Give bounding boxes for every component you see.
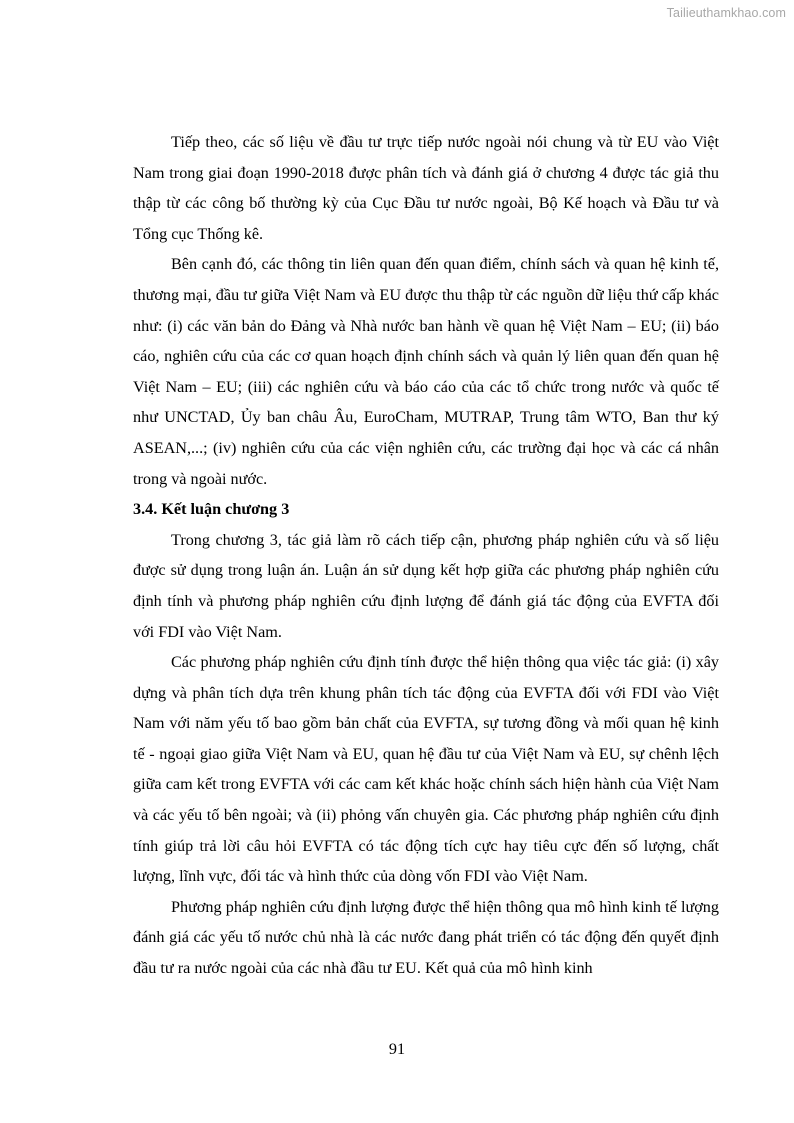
- paragraph-secondary-sources: Bên cạnh đó, các thông tin liên quan đến quan điểm, chính sách và quan hệ kinh tế, thương mại, đầu tư giữa Việt Nam và EU được thu thập từ các nguồn dữ liệu thứ cấp khác như: (i) các văn bản do Đảng và Nhà nước ban hành về quan hệ Việt Nam – EU; (ii) báo cáo, nghiên cứu của các cơ quan hoạch định chính sách và quản lý liên quan đến quan hệ Việt Nam – EU; (iii) các nghiên cứu và báo cáo của các tổ chức trong nước và quốc tế như UNCTAD, Ủy ban châu Âu, EuroCham, MUTRAP, Trung tâm WTO, Ban thư ký ASEAN,...; (iv) nghiên cứu của các viện nghiên cứu, các trường đại học và các cá nhân trong và ngoài nước.: [133, 255, 719, 488]
- paragraph-qualitative-methods: Các phương pháp nghiên cứu định tính được thể hiện thông qua việc tác giả: (i) xây dựng và phân tích dựa trên khung phân tích tác động của EVFTA đối với FDI vào Việt Nam với năm yếu tố bao gồm bản chất của EVFTA, sự tương đồng và mối quan hệ kinh tế - ngoại giao giữa Việt Nam và EU, quan hệ đầu tư của Việt Nam và EU, sự chênh lệch giữa cam kết trong EVFTA với các cam kết khác hoặc chính sách hiện hành của Việt Nam và các yếu tố bên ngoài; và (ii) phỏng vấn chuyên gia. Các phương pháp nghiên cứu định tính giúp trả lời câu hỏi EVFTA có tác động tích cực hay tiêu cực đến số lượng, chất lượng, lĩnh vực, đối tác và hình thức của dòng vốn FDI vào Việt Nam.: [133, 653, 719, 886]
- paragraph-data-sources: Tiếp theo, các số liệu về đầu tư trực tiếp nước ngoài nói chung và từ EU vào Việt Nam trong giai đoạn 1990-2018 được phân tích và đánh giá ở chương 4 được tác giả thu thập từ các công bố thường kỳ của Cục Đầu tư nước ngoài, Bộ Kế hoạch và Đầu tư và Tổng cục Thống kê.: [133, 133, 719, 243]
- section-heading: 3.4. Kết luận chương 3: [133, 500, 290, 519]
- page-number: 91: [388, 1040, 406, 1058]
- document-body: [133, 127, 719, 984]
- paragraph-chapter-summary: Trong chương 3, tác giả làm rõ cách tiếp cận, phương pháp nghiên cứu và số liệu được sử dụng trong luận án. Luận án sử dụng kết hợp giữa các phương pháp nghiên cứu định tính và phương pháp nghiên cứu định lượng để đánh giá tác động của EVFTA đối với FDI vào Việt Nam.: [133, 530, 719, 641]
- watermark-text: Tailieuthamkhao.com: [666, 6, 786, 20]
- paragraph-quantitative-methods: Phương pháp nghiên cứu định lượng được thể hiện thông qua mô hình kinh tế lượng đánh giá các yếu tố nước chủ nhà là các nước đang phát triển có tác động đến quyết định đầu tư ra nước ngoài của các nhà đầu tư EU. Kết quả của mô hình kinh: [133, 897, 719, 978]
